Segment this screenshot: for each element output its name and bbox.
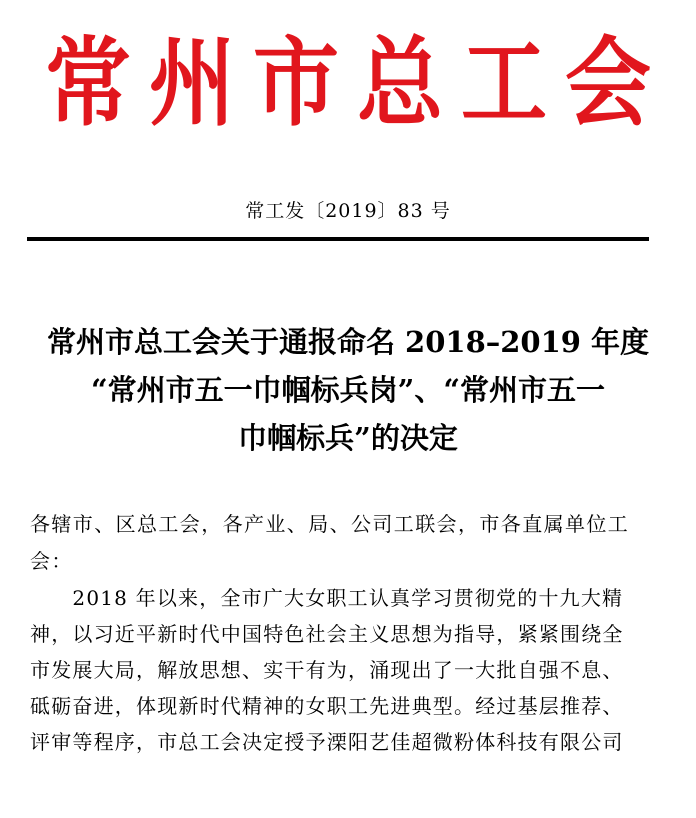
masthead-char: 总 <box>357 26 443 141</box>
header-divider <box>27 237 649 241</box>
document-title <box>0 318 696 462</box>
salutation-line: 各辖市、区总工会，各产业、局、公司工联会，市各直属单位工 <box>30 512 630 536</box>
title-line: 常州市总工会关于通报命名 2018–2019 年度 <box>46 325 650 359</box>
body-line: 神，以习近平新时代中国特色社会主义思想为指导，紧紧围绕全 <box>30 622 624 646</box>
salutation <box>30 506 670 580</box>
document-number: 常工发〔2019〕83 号 <box>245 200 451 222</box>
body-line: 评审等程序，市总工会决定授予溧阳艺佳超微粉体科技有限公司 <box>30 730 624 754</box>
title-line: “常州市五一巾帼标兵岗”、“常州市五一 <box>90 373 606 407</box>
masthead-char: 会 <box>565 26 651 141</box>
body-paragraph <box>30 580 670 760</box>
document-masthead <box>0 26 696 141</box>
title-line: 巾帼标兵”的决定 <box>238 421 458 455</box>
masthead-char: 州 <box>149 26 235 141</box>
body-line: 砥砺奋进，体现新时代精神的女职工先进典型。经过基层推荐、 <box>30 694 624 718</box>
masthead-char: 常 <box>45 26 131 141</box>
body-line: 市发展大局，解放思想、实干有为，涌现出了一大批自强不息、 <box>30 658 624 682</box>
body-line: 2018 年以来，全市广大女职工认真学习贯彻党的十九大精 <box>30 586 624 610</box>
masthead-char: 市 <box>253 26 339 141</box>
masthead-char: 工 <box>461 26 547 141</box>
salutation-line: 会： <box>30 549 73 573</box>
